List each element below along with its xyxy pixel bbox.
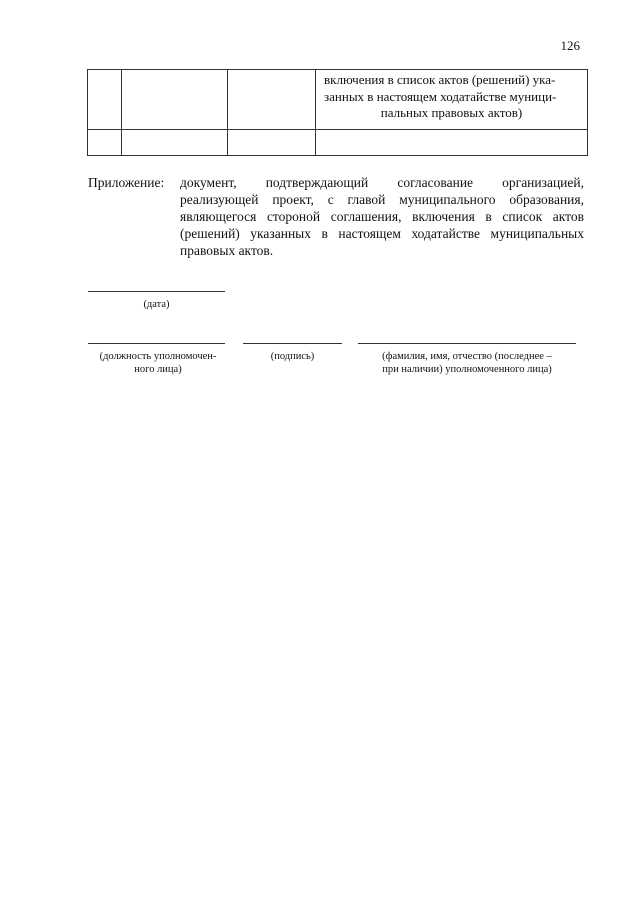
table-cell-text	[316, 70, 587, 122]
date-caption: (дата)	[143, 299, 170, 310]
table-cell	[228, 70, 316, 130]
table-cell-text-line: включения в список актов (решений) ука-	[324, 72, 556, 87]
position-caption-line: (должность уполномочен-	[99, 351, 217, 362]
table-cell	[122, 70, 228, 130]
name-line	[358, 343, 576, 344]
signature-caption: (подпись)	[270, 351, 315, 362]
appendix-label: Приложение:	[88, 175, 165, 190]
appendix-text: документ, подтверждающий согласование организацией, реализующей проект, с главой муниципального образования, являющегося стороной соглашения, включения в список актов (решений) указанных в настоящем ходатайстве муниципальных правовых актов.	[180, 175, 584, 258]
position-caption-line: ного лица)	[134, 364, 182, 375]
table-cell-text-line: занных в настоящем ходатайстве муници-	[324, 88, 557, 104]
table-cell	[228, 130, 316, 156]
table-cell	[88, 130, 122, 156]
name-caption	[358, 350, 576, 376]
date-line	[88, 291, 225, 292]
table	[87, 69, 588, 156]
table-cell	[316, 130, 588, 156]
table-row	[88, 70, 588, 130]
position-line	[88, 343, 225, 344]
table-row	[88, 130, 588, 156]
table-cell	[316, 70, 588, 130]
position-caption	[82, 350, 234, 376]
signature-line	[243, 343, 342, 344]
table-cell-text-line: пальных правовых актов)	[380, 105, 523, 120]
name-caption-line: при наличии) уполномоченного лица)	[382, 364, 552, 375]
page-number: 126	[560, 38, 580, 53]
table-cell	[122, 130, 228, 156]
name-caption-line: (фамилия, имя, отчество (последнее –	[382, 351, 552, 362]
table-cell	[88, 70, 122, 130]
